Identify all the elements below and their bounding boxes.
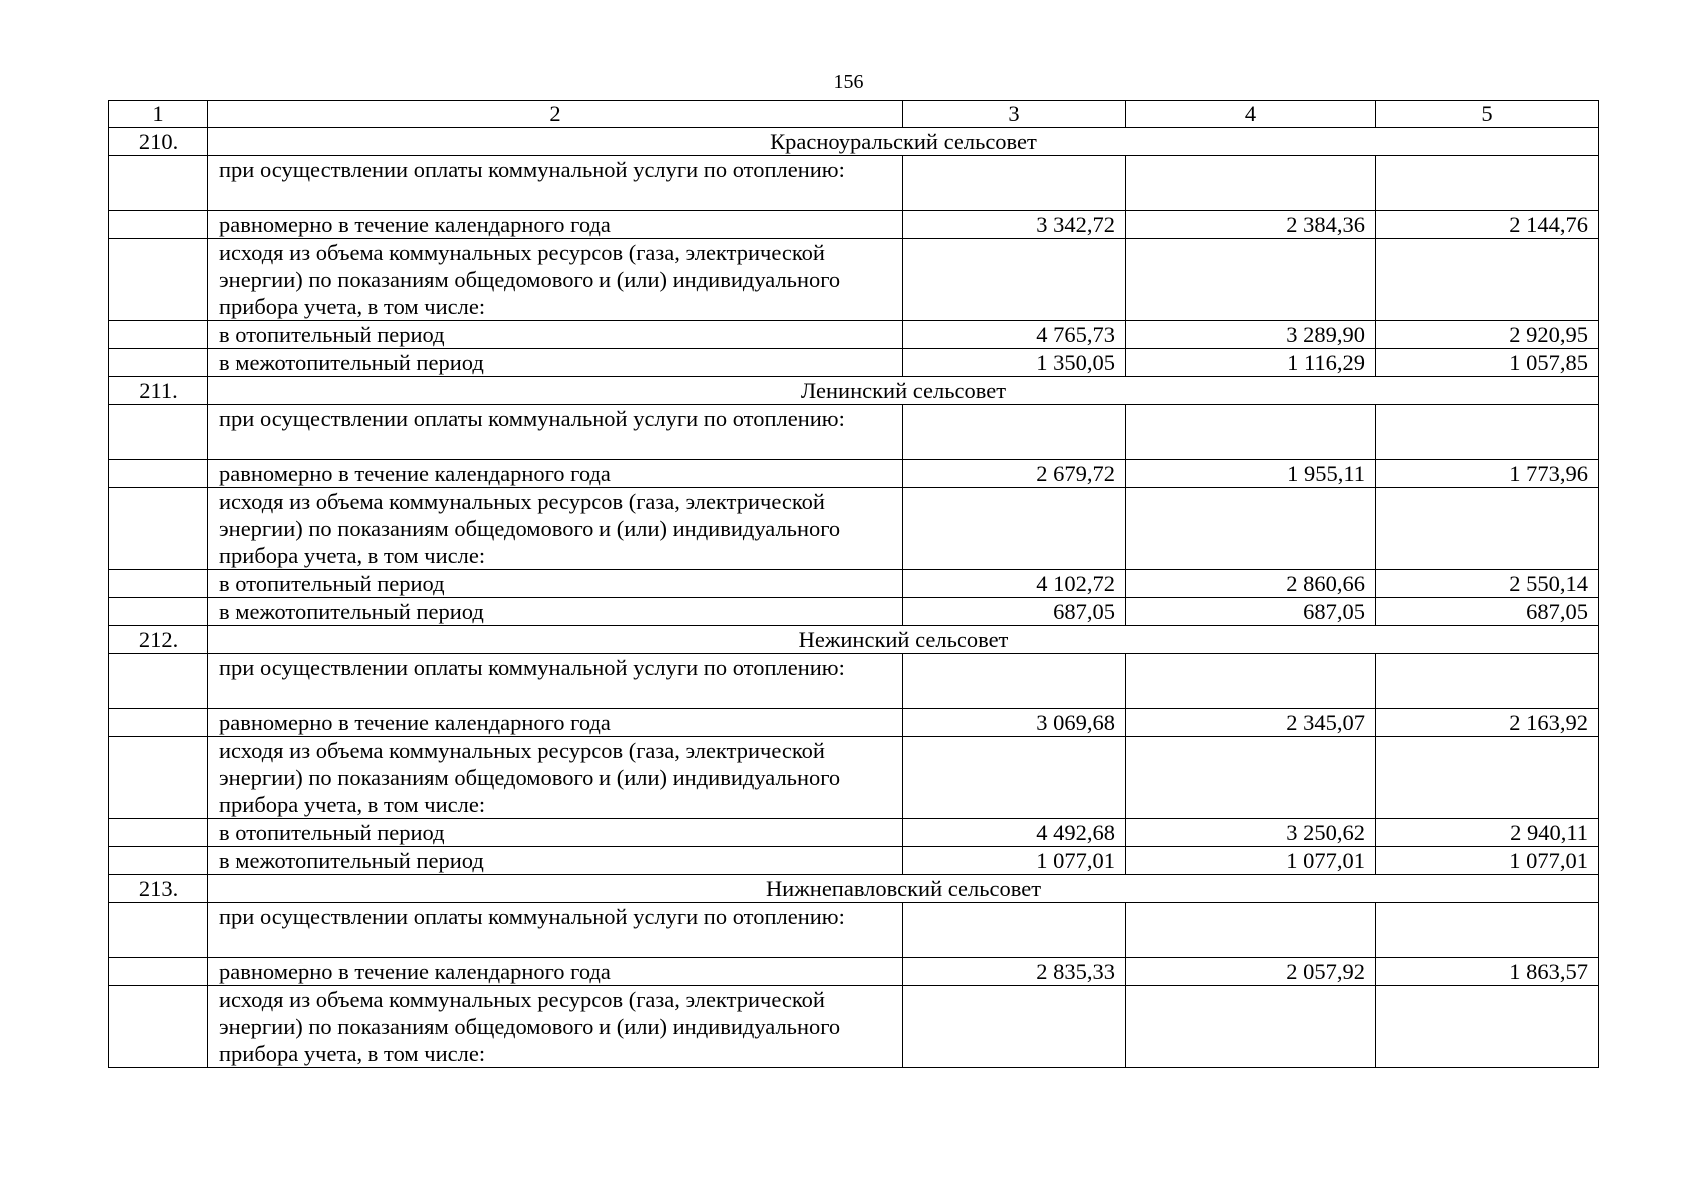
section-header-row [109,377,1599,405]
row-number-cell [109,349,208,377]
value-col-5: 1 077,01 [1376,847,1599,875]
value-col-4: 3 250,62 [1126,819,1376,847]
column-header-4: 4 [1126,101,1376,128]
row-label: равномерно в течение календарного года [208,211,903,239]
row-label: равномерно в течение календарного года [208,958,903,986]
table-row [109,654,1599,709]
value-col-4 [1126,654,1376,709]
value-col-3 [903,405,1126,460]
table-row [109,460,1599,488]
table-row [109,239,1599,321]
value-col-5: 1 863,57 [1376,958,1599,986]
section-header-row [109,128,1599,156]
value-col-3 [903,654,1126,709]
value-col-4 [1126,405,1376,460]
section-header-row [109,626,1599,654]
row-label: равномерно в течение календарного года [208,460,903,488]
section-title: Нижнепавловский сельсовет [208,875,1599,903]
row-number-cell [109,737,208,819]
section-number: 211. [109,377,208,405]
row-number-cell [109,903,208,958]
value-col-4: 2 345,07 [1126,709,1376,737]
value-col-3 [903,737,1126,819]
row-number-cell [109,405,208,460]
row-label: исходя из объема коммунальных ресурсов (газа, электрической энергии) по показаниям общедомового и (или) индивидуального прибора учета, в том числе: [208,737,903,819]
value-col-4: 1 077,01 [1126,847,1376,875]
row-number-cell [109,321,208,349]
value-col-3 [903,903,1126,958]
value-col-5: 1 773,96 [1376,460,1599,488]
table-row [109,321,1599,349]
section-number: 212. [109,626,208,654]
row-label: равномерно в течение календарного года [208,709,903,737]
row-label: в межотопительный период [208,598,903,626]
value-col-3: 4 765,73 [903,321,1126,349]
table-row [109,903,1599,958]
value-col-3: 4 492,68 [903,819,1126,847]
row-number-cell [109,488,208,570]
value-col-4: 2 384,36 [1126,211,1376,239]
row-label: исходя из объема коммунальных ресурсов (газа, электрической энергии) по показаниям общедомового и (или) индивидуального прибора учета, в том числе: [208,488,903,570]
column-header-1: 1 [109,101,208,128]
row-number-cell [109,986,208,1068]
value-col-3 [903,488,1126,570]
row-number-cell [109,654,208,709]
value-col-5: 687,05 [1376,598,1599,626]
row-label: при осуществлении оплаты коммунальной услуги по отоплению: [208,903,903,958]
value-col-4: 2 057,92 [1126,958,1376,986]
value-col-3 [903,239,1126,321]
row-label: исходя из объема коммунальных ресурсов (газа, электрической энергии) по показаниям общедомового и (или) индивидуального прибора учета, в том числе: [208,239,903,321]
value-col-5: 2 144,76 [1376,211,1599,239]
table-row [109,156,1599,211]
section-title: Ленинский сельсовет [208,377,1599,405]
table-row [109,709,1599,737]
column-header-3: 3 [903,101,1126,128]
row-number-cell [109,570,208,598]
value-col-4: 687,05 [1126,598,1376,626]
table-row [109,405,1599,460]
row-label: в отопительный период [208,819,903,847]
value-col-5: 2 940,11 [1376,819,1599,847]
value-col-3: 1 350,05 [903,349,1126,377]
section-title: Красноуральский сельсовет [208,128,1599,156]
table-row [109,211,1599,239]
table-row [109,570,1599,598]
table-row [109,958,1599,986]
row-label: при осуществлении оплаты коммунальной услуги по отоплению: [208,156,903,211]
value-col-4 [1126,239,1376,321]
value-col-3 [903,986,1126,1068]
tariff-table [108,100,1599,1068]
row-number-cell [109,239,208,321]
value-col-4 [1126,737,1376,819]
table-row [109,737,1599,819]
row-label: при осуществлении оплаты коммунальной услуги по отоплению: [208,405,903,460]
row-number-cell [109,819,208,847]
value-col-3 [903,156,1126,211]
row-label: в отопительный период [208,570,903,598]
value-col-5: 1 057,85 [1376,349,1599,377]
column-header-2: 2 [208,101,903,128]
row-number-cell [109,598,208,626]
section-number: 210. [109,128,208,156]
value-col-4 [1126,156,1376,211]
value-col-3: 2 679,72 [903,460,1126,488]
value-col-3: 3 069,68 [903,709,1126,737]
value-col-5 [1376,654,1599,709]
value-col-4: 2 860,66 [1126,570,1376,598]
column-header-5: 5 [1376,101,1599,128]
section-number: 213. [109,875,208,903]
row-number-cell [109,958,208,986]
row-label: в межотопительный период [208,349,903,377]
table-row [109,819,1599,847]
value-col-5 [1376,239,1599,321]
row-label: в межотопительный период [208,847,903,875]
value-col-5 [1376,405,1599,460]
value-col-3: 2 835,33 [903,958,1126,986]
row-number-cell [109,156,208,211]
value-col-5 [1376,903,1599,958]
value-col-5 [1376,156,1599,211]
value-col-3: 4 102,72 [903,570,1126,598]
section-title: Нежинский сельсовет [208,626,1599,654]
table-row [109,847,1599,875]
value-col-5 [1376,986,1599,1068]
value-col-5 [1376,488,1599,570]
table-row [109,598,1599,626]
page-number: 156 [833,71,864,93]
row-number-cell [109,847,208,875]
value-col-4: 3 289,90 [1126,321,1376,349]
value-col-3: 3 342,72 [903,211,1126,239]
value-col-4: 1 955,11 [1126,460,1376,488]
table-row [109,349,1599,377]
column-number-row [109,101,1599,128]
value-col-5 [1376,737,1599,819]
value-col-3: 687,05 [903,598,1126,626]
row-label: при осуществлении оплаты коммунальной услуги по отоплению: [208,654,903,709]
table-row [109,986,1599,1068]
row-number-cell [109,460,208,488]
row-number-cell [109,709,208,737]
row-label: исходя из объема коммунальных ресурсов (газа, электрической энергии) по показаниям общедомового и (или) индивидуального прибора учета, в том числе: [208,986,903,1068]
value-col-5: 2 920,95 [1376,321,1599,349]
value-col-3: 1 077,01 [903,847,1126,875]
value-col-5: 2 163,92 [1376,709,1599,737]
row-number-cell [109,211,208,239]
value-col-4 [1126,488,1376,570]
table-row [109,488,1599,570]
value-col-4 [1126,986,1376,1068]
value-col-5: 2 550,14 [1376,570,1599,598]
row-label: в отопительный период [208,321,903,349]
value-col-4 [1126,903,1376,958]
section-header-row [109,875,1599,903]
value-col-4: 1 116,29 [1126,349,1376,377]
